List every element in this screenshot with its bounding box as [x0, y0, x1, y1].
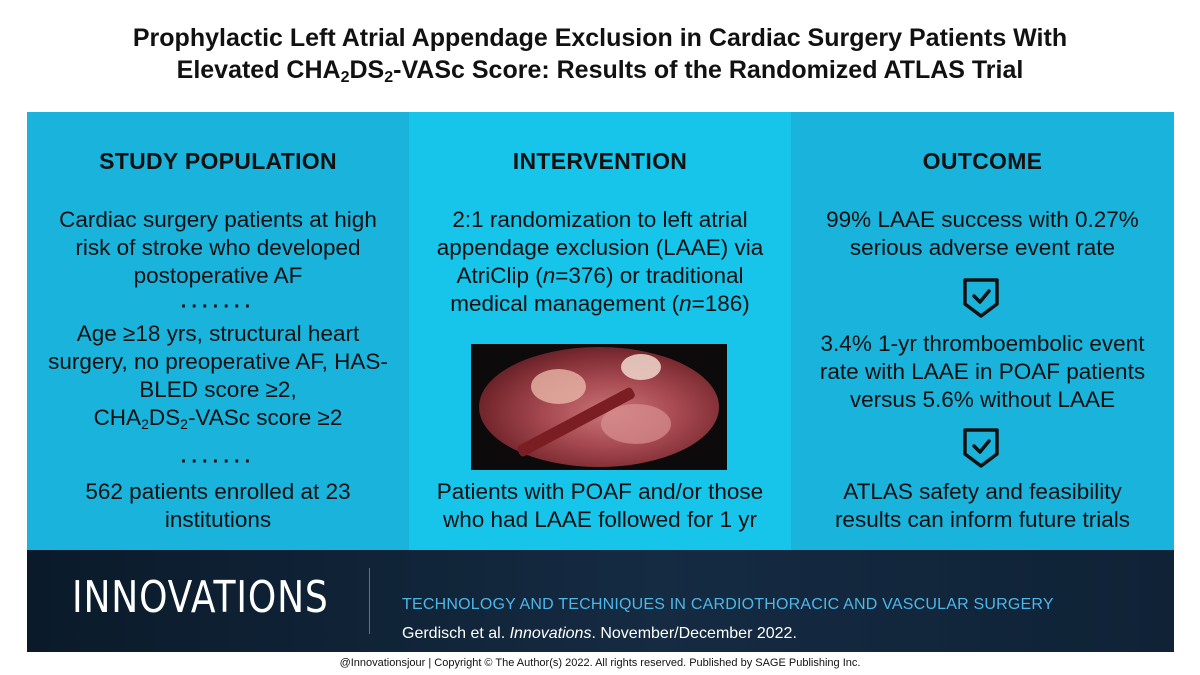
infographic-title [0, 22, 1200, 86]
separator-dots-2: ······· [180, 451, 256, 473]
banner-divider [369, 568, 370, 634]
title-line-2: Elevated $CHA_2DS_2$-VASc Score: Results of the Randomized ATLAS Trial [176, 56, 1024, 86]
title-line-1: Prophylactic Left Atrial Appendage Exclusion in Cardiac Surgery Patients With [132, 24, 1068, 52]
journal-banner [27, 550, 1174, 652]
intervention-text-2: Patients with POAF and/or those who had LAAE followed for 1 yr [436, 479, 764, 532]
surgical-photo [471, 344, 727, 470]
intervention-heading: INTERVENTION [512, 148, 688, 174]
population-text-2: Age ≥18 yrs, structural heart surgery, no preoperative AF, HAS-BLED score ≥2, $CHA_2DS_2$-VASc score ≥2 [48, 321, 388, 432]
outcome-panel [791, 112, 1174, 550]
shield-check-icon [961, 426, 1001, 470]
panels [27, 112, 1174, 550]
journal-logo: INNOVATIONS [72, 572, 329, 623]
outcome-heading: OUTCOME [922, 148, 1043, 174]
population-text-1: Cardiac surgery patients at high risk of stroke who developed postoperative AF [59, 207, 377, 288]
outcome-text-1: 99% LAAE success with 0.27% serious adverse event rate [826, 207, 1139, 260]
citation: Gerdisch et al. Innovations. November/December 2022. [402, 625, 797, 642]
outcome-text-3: ATLAS safety and feasibility results can inform future trials [834, 479, 1131, 532]
journal-tagline: TECHNOLOGY AND TECHNIQUES IN CARDIOTHORACIC AND VASCULAR SURGERY [402, 596, 1054, 613]
outcome-text-2: 3.4% 1-yr thromboembolic event rate with LAAE in POAF patients versus 5.6% without LAAE [819, 331, 1146, 412]
study-population-heading: STUDY POPULATION [99, 148, 337, 174]
intervention-text-1: 2:1 randomization to left atrial appendage exclusion (LAAE) via AtriClip (n=376) or traditional medical management (n=186) [436, 207, 764, 316]
population-text-3: 562 patients enrolled at 23 institutions [85, 479, 351, 532]
intervention-panel [409, 112, 791, 550]
copyright-line: @Innovationsjour | Copyright © The Author(s) 2022. All rights reserved. Published by SAGE Publishing Inc. [339, 657, 861, 669]
separator-dots-1: ······· [180, 296, 256, 318]
shield-check-icon [961, 276, 1001, 320]
study-population-panel [27, 112, 409, 550]
